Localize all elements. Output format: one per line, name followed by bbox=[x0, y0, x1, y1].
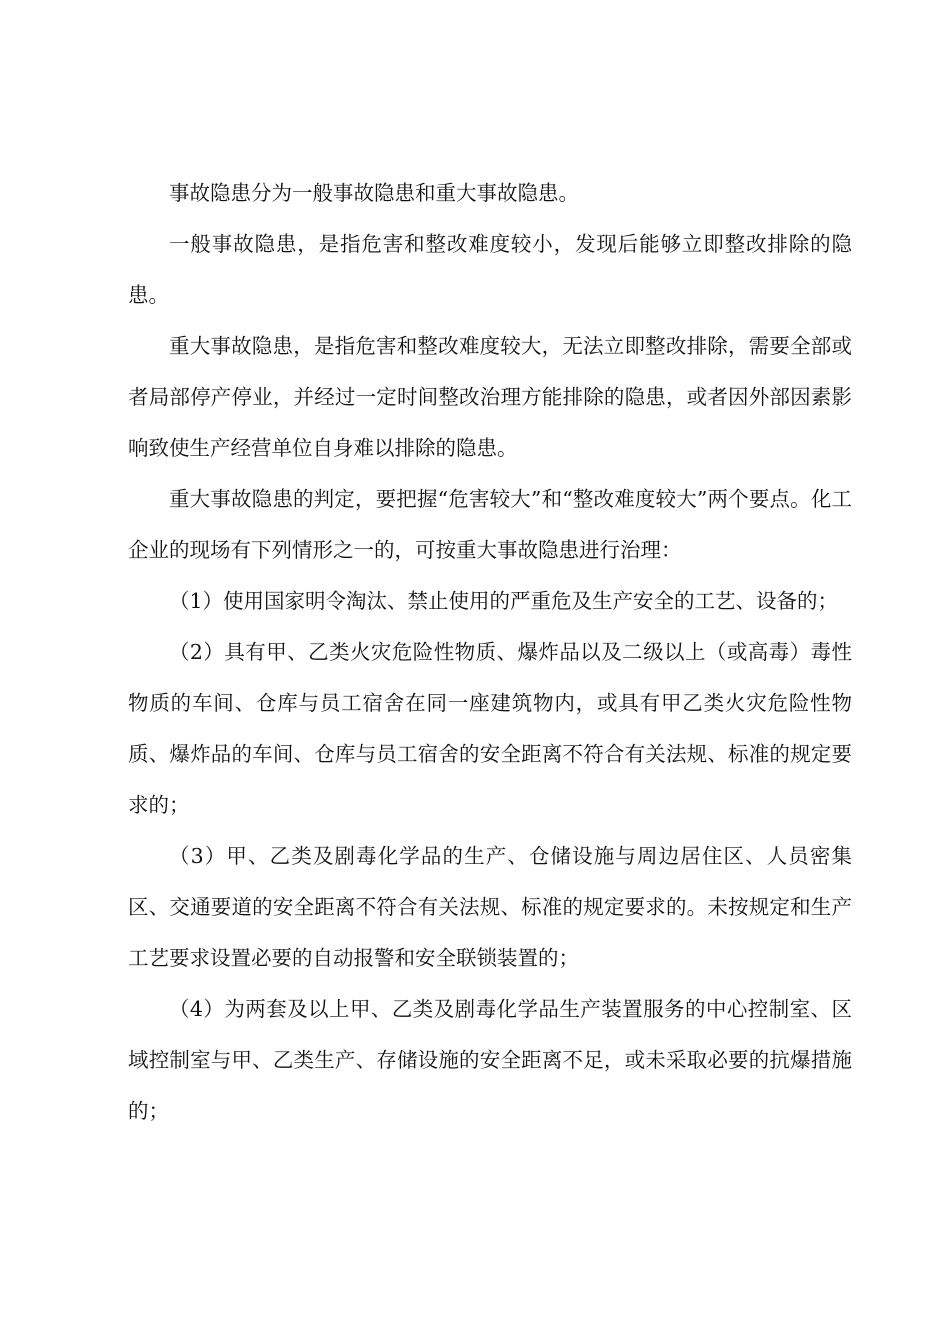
list-item-3: （3）甲、乙类及剧毒化学品的生产、仓储设施与周边居住区、人员密集区、交通要道的安全距离不符合有关法规、标准的规定要求的。未按规定和生产工艺要求设置必要的自动报警和安全联锁装置的； bbox=[128, 844, 852, 970]
paragraph-major-hazard: 重大事故隐患，是指危害和整改难度较大，无法立即整改排除，需要全部或者局部停产停业，并经过一定时间整改治理方能排除的隐患，或者因外部因素影响致使生产经营单位自身难以排除的隐患。 bbox=[128, 334, 852, 460]
paragraph-general-hazard: 一般事故隐患，是指危害和整改难度较小，发现后能够立即整改排除的隐患。 bbox=[128, 232, 852, 307]
list-item-2: （2）具有甲、乙类火灾危险性物质、爆炸品以及二级以上（或高毒）毒性物质的车间、仓库与员工宿舍在同一座建筑物内，或具有甲乙类火灾危险性物质、爆炸品的车间、仓库与员工宿舍的安全距离不符合有关法规、标准的规定要求的； bbox=[128, 640, 852, 817]
list-item-1: （1）使用国家明令淘汰、禁止使用的严重危及生产安全的工艺、设备的； bbox=[169, 589, 839, 613]
document-body bbox=[128, 168, 852, 1137]
paragraph-hazard-classification: 事故隐患分为一般事故隐患和重大事故隐患。 bbox=[169, 181, 579, 205]
paragraph-major-hazard-criteria: 重大事故隐患的判定，要把握“危害较大”和“整改难度较大”两个要点。化工企业的现场有下列情形之一的，可按重大事故隐患进行治理： bbox=[128, 487, 852, 562]
list-item-4: （4）为两套及以上甲、乙类及剧毒化学品生产装置服务的中心控制室、区域控制室与甲、乙类生产、存储设施的安全距离不足，或未采取必要的抗爆措施的； bbox=[128, 997, 852, 1123]
